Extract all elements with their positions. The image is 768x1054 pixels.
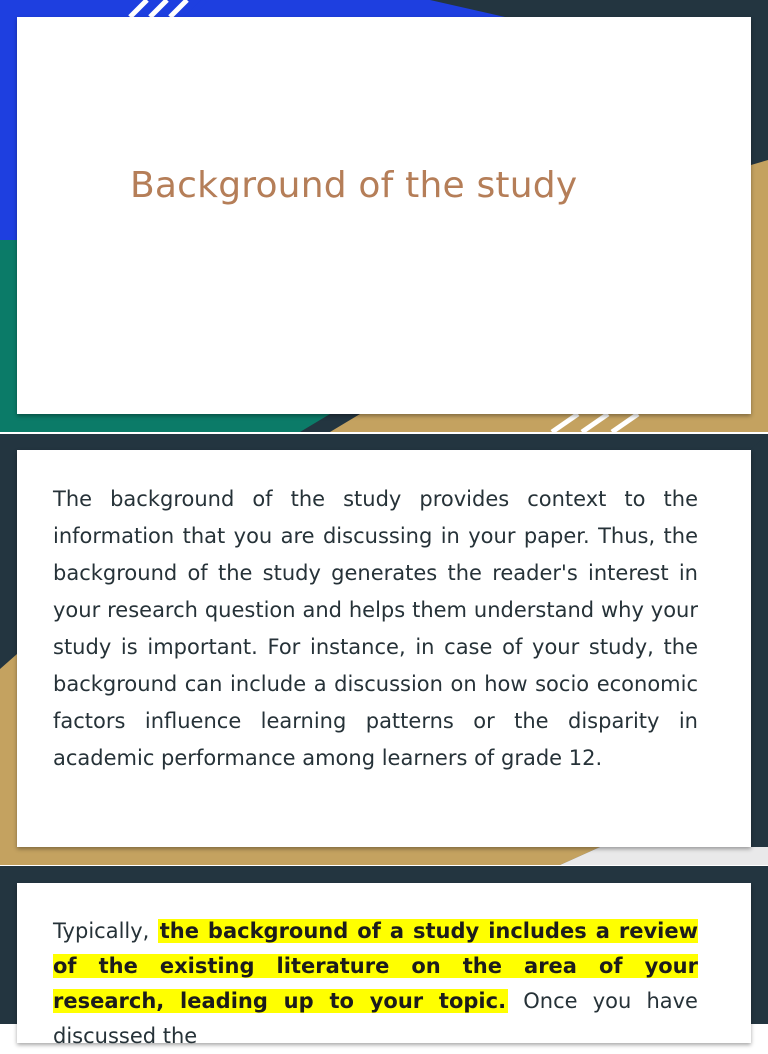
intro-text: Typically, [53,919,150,943]
slide-title: Background of the study [130,165,578,206]
continuation-text: Once you have discussed the [53,989,698,1048]
title-card [17,17,751,414]
paragraph-text [53,914,698,1054]
paragraph-card [17,450,751,847]
paragraph-text: The background of the study provides context to the information that you are discussing in your paper. Thus, the background of the study generates the reader's interest in your research question and helps them understand why your study is important. For instance, in case of your study, the background can include a discussion on how socio economic factors influence learning patterns or the disparity in academic performance among learners of grade 12. [53,487,698,770]
highlighted-text: the background of a study includes a review of the existing literature on the area of your research, leading up to your topic. [53,919,698,1013]
content-slide-partial [0,866,768,1048]
title-slide [0,0,768,432]
paragraph-card [17,883,751,1048]
content-slide [0,434,768,865]
